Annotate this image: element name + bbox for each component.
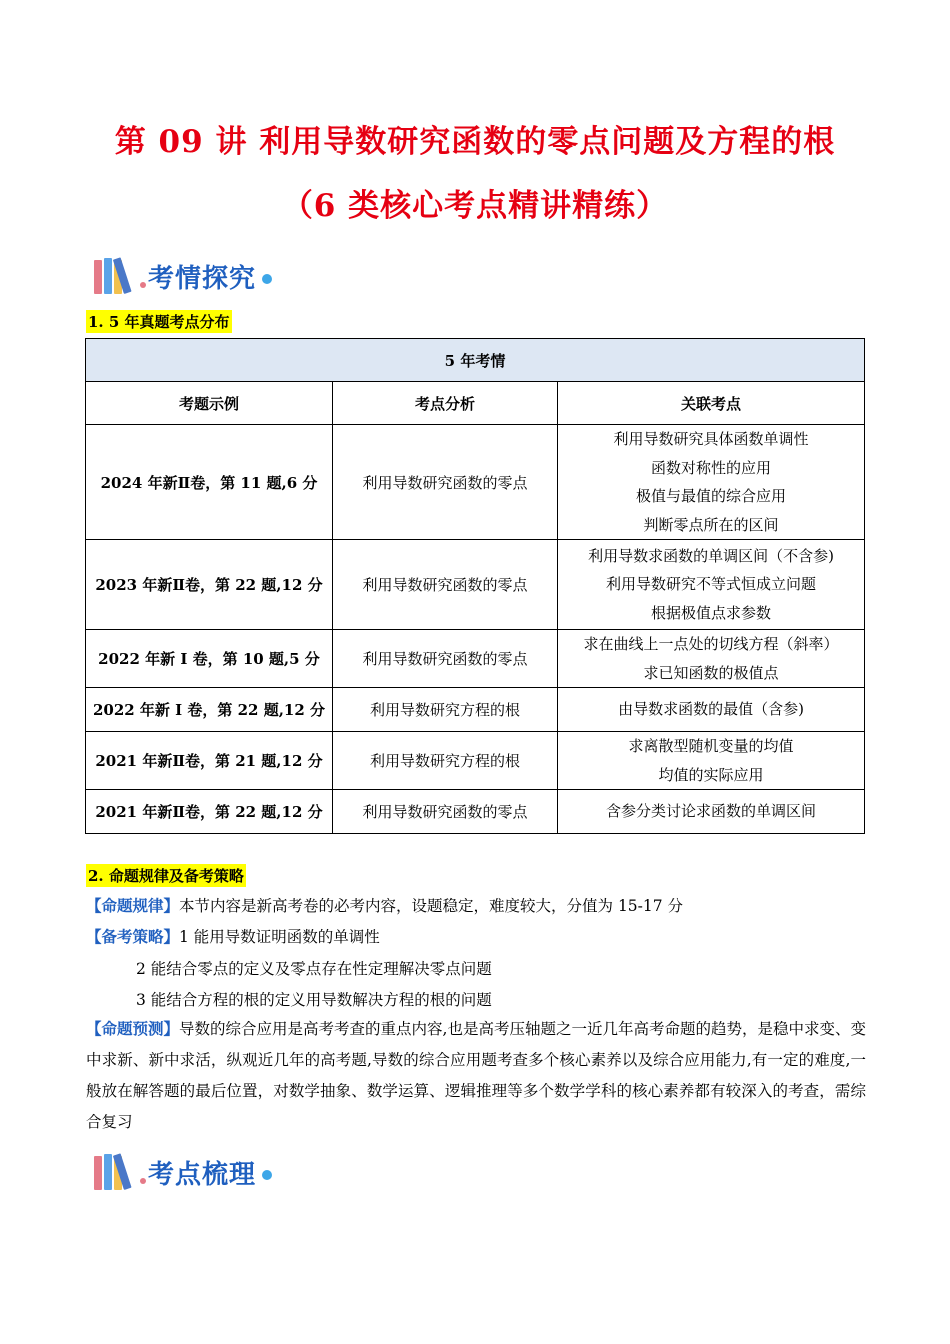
section-title: 考点梳理 <box>148 1159 257 1190</box>
table-row <box>86 688 865 732</box>
related-cell <box>558 688 865 732</box>
table-caption: 5 年考情 <box>86 339 865 382</box>
exam-example-cell: 2021 年新Ⅱ卷，第 21 题,12 分 <box>86 732 333 790</box>
related-point: 函数对称性的应用 <box>650 458 771 477</box>
dot-icon <box>140 1178 146 1184</box>
related-point: 极值与最值的综合应用 <box>635 487 786 505</box>
exam-table <box>85 338 865 834</box>
related-point: 利用导数研究具体函数单调性 <box>613 430 809 448</box>
prep-paragraph <box>86 921 866 953</box>
dot-icon <box>262 1170 272 1180</box>
related-point: 利用导数研究不等式恒成立问题 <box>605 575 816 594</box>
column-header: 考题示例 <box>86 382 333 425</box>
exam-example-cell: 2024 年新Ⅱ卷，第 11 题,6 分 <box>86 425 333 540</box>
analysis-cell: 利用导数研究函数的零点 <box>333 790 558 834</box>
prep-item: 3 能结合方程的根的定义用导数解决方程的根的问题 <box>136 991 492 1009</box>
table-row <box>86 425 865 540</box>
related-cell <box>558 630 865 688</box>
exam-example-cell: 2023 年新Ⅱ卷，第 22 题,12 分 <box>86 540 333 630</box>
prep-tag: 【备考策略】 <box>86 927 180 946</box>
analysis-cell: 利用导数研究函数的零点 <box>333 425 558 540</box>
forecast-paragraph <box>86 1013 866 1138</box>
section-header-kaoqing <box>90 254 272 298</box>
books-icon <box>90 256 138 296</box>
related-point: 含参分类讨论求函数的单调区间 <box>605 802 816 821</box>
related-point: 求已知函数的极值点 <box>643 663 779 682</box>
table-row <box>86 790 865 834</box>
section-title: 考情探究 <box>148 263 257 294</box>
prep-item: 2 能结合零点的定义及零点存在性定理解决零点问题 <box>136 960 492 978</box>
related-point: 判断零点所在的区间 <box>643 515 779 534</box>
related-cell <box>558 732 865 790</box>
section-header-kaodian <box>90 1150 272 1194</box>
rule-text: 本节内容是新高考卷的必考内容，设题稳定，难度较大，分值为 15-17 分 <box>179 897 684 915</box>
analysis-cell: 利用导数研究函数的零点 <box>333 540 558 630</box>
page-title: 第 09 讲 利用导数研究函数的零点问题及方程的根 <box>114 124 836 160</box>
analysis-cell: 利用导数研究方程的根 <box>333 688 558 732</box>
prep-item: 1 能用导数证明函数的单调性 <box>179 928 380 946</box>
exam-example-cell: 2022 年新 I 卷，第 10 题,5 分 <box>86 630 333 688</box>
dot-icon <box>140 282 146 288</box>
table-row <box>86 540 865 630</box>
table-row <box>86 732 865 790</box>
books-icon <box>90 1152 138 1192</box>
analysis-cell: 利用导数研究方程的根 <box>333 732 558 790</box>
related-point: 求在曲线上一点处的切线方程（斜率） <box>583 635 839 653</box>
rule-tag: 【命题规律】 <box>86 896 180 915</box>
exam-distribution-heading: 1. 5 年真题考点分布 <box>86 310 232 333</box>
related-point: 根据极值点求参数 <box>650 603 771 622</box>
exam-example-cell: 2021 年新Ⅱ卷，第 22 题,12 分 <box>86 790 333 834</box>
dot-icon <box>262 274 272 284</box>
related-cell <box>558 790 865 834</box>
related-cell <box>558 425 865 540</box>
table-row <box>86 630 865 688</box>
related-cell <box>558 540 865 630</box>
related-point: 利用导数求函数的单调区间（不含参) <box>588 546 834 565</box>
column-header: 考点分析 <box>333 382 558 425</box>
related-point: 求离散型随机变量的均值 <box>628 737 794 755</box>
exam-example-cell: 2022 年新 I 卷，第 22 题,12 分 <box>86 688 333 732</box>
forecast-text: 导数的综合应用是高考考查的重点内容,也是高考压轴题之一近几年高考命题的趋势，是稳中求变、变中求新、新中求活，纵观近几年的高考题,导数的综合应用题考查多个核心素养以及综合应用能力,有一定的难度,一般放在解答题的最后位置，对数学抽象、数学运算、逻辑推理等多个数学学科的核心素养都有较深入的考查，需综合复习 <box>86 1020 866 1131</box>
related-point: 由导数求函数的最值（含参) <box>618 700 804 719</box>
related-point: 均值的实际应用 <box>658 765 764 784</box>
table-body <box>86 425 865 834</box>
page-subtitle: （6 类核心考点精讲精练） <box>281 188 669 224</box>
rule-paragraph <box>86 890 866 922</box>
forecast-tag: 【命题预测】 <box>86 1019 180 1038</box>
column-header: 关联考点 <box>558 382 865 425</box>
strategy-heading: 2. 命题规律及备考策略 <box>86 864 246 887</box>
analysis-cell: 利用导数研究函数的零点 <box>333 630 558 688</box>
